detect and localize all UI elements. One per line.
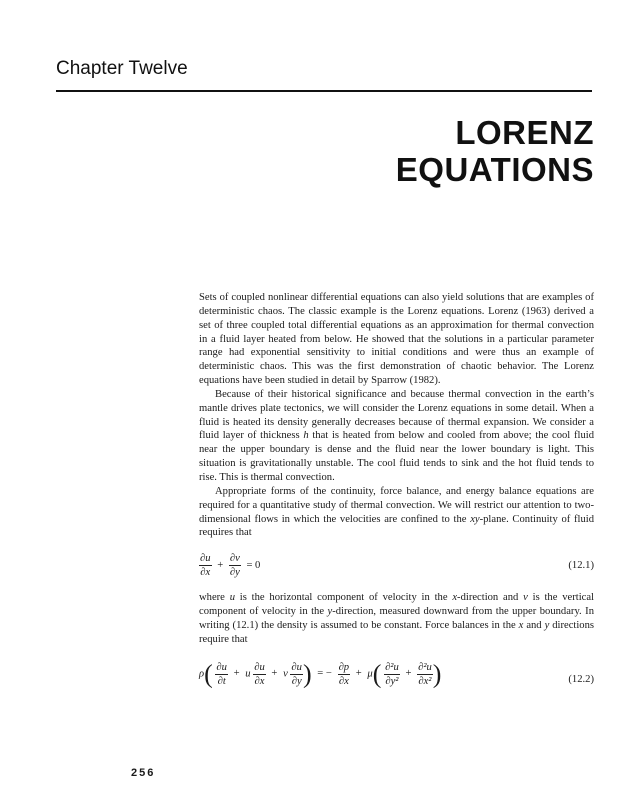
paragraph-3: Appropriate forms of the continuity, force balance, and energy balance equations are required for a quantitative study of thermal convection. We will restrict our attention to two-dimensional flows in which the velocities are confined to the xy-plane. Continuity of fluid requires that: [199, 485, 594, 539]
chapter-label: Chapter Twelve: [56, 58, 188, 79]
page-number: 256: [131, 767, 156, 779]
title-line-2: EQUATIONS: [395, 151, 594, 188]
equation-number-12-2: (12.2): [568, 673, 594, 685]
paragraph-1: Sets of coupled nonlinear differential equations can also yield solutions that are examples of deterministic chaos. The classic example is the Lorenz equations. Lorenz (1963) derived a set of three coupled total differential equations as an approximation for thermal convection in a fluid layer heated from below. He showed that the solutions in a particular parameter range had exponential sensitivity to initial conditions and were thus an example of deterministic chaos. This was the first demonstration of chaotic behavior. The Lorenz equations have been studied in detail by Sparrow (1982).: [199, 292, 594, 387]
body-text: [199, 291, 594, 695]
paragraph-2: Because of their historical significance and because thermal convection in the earth’s mantle drives plate tectonics, we will consider the Lorenz equations in some detail. When a fluid is heated its density generally decreases because of thermal expansion. We consider a fluid layer of thickness h that is heated from below and cooled from above; the cool fluid near the upper boundary is dense and the fluid near the lower boundary is light. This situation is gravitationally unstable. The cool fluid tends to sink and the hot fluid tends to rise. This is thermal convection.: [199, 388, 594, 483]
paragraph-4: where u is the horizontal component of velocity in the x-direction and v is the vertical component of velocity in the y-direction, measured downward from the upper boundary. In writing (12.1) the density is assumed to be constant. Force balances in the x and y directions require that: [199, 592, 594, 645]
equation-number-12-1: (12.1): [568, 560, 594, 572]
equation-12-2: ρ( $\frac{\partial u}{\partial t}$ + u $\frac{\partial u}{\partial x}$ + v $\frac{\partial u}{\partial y}$ ) = − $\frac{\partial p}{\partial x}$ + μ( $\frac{\text{∂²u}}{\text{∂y²}}$ + $\frac{\text{∂²u}}{\text{∂x²}}$ ) (12.2): [199, 659, 594, 689]
equation-12-1: $\frac{\partial u}{\partial x}$ + $\frac{\partial v}{\partial y}$ = 0 (12.1): [200, 553, 594, 579]
title-line-1: LORENZ: [455, 114, 594, 151]
header-rule: [56, 90, 592, 92]
chapter-title: [396, 114, 594, 188]
